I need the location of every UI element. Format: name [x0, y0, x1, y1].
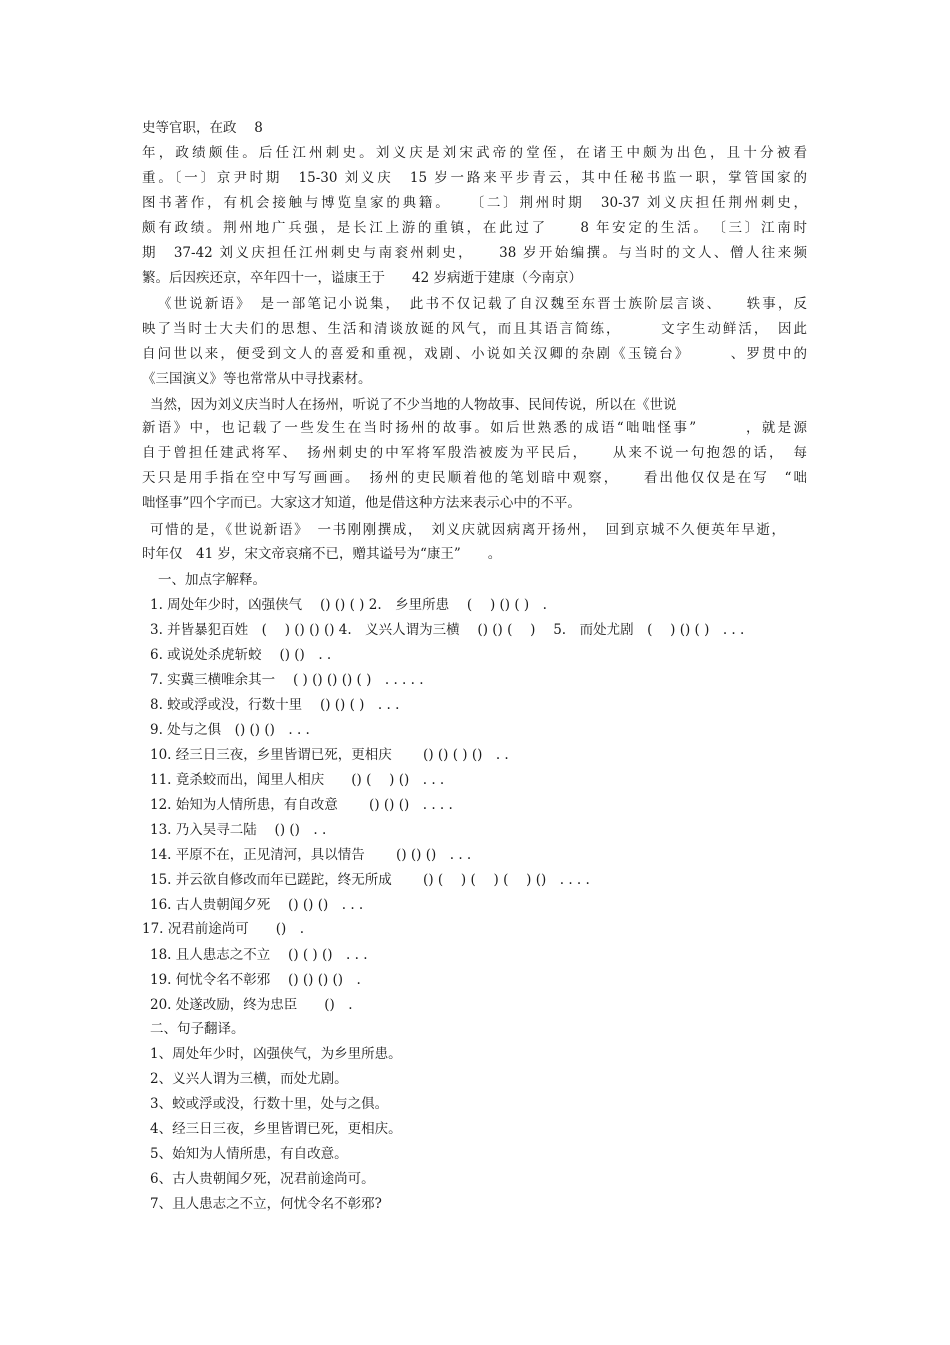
section2-title: 二、句子翻译。 — [150, 1021, 245, 1037]
translation-item: 2、义兴人谓为三横，而处尤剧。 — [150, 1071, 348, 1087]
question-item: 9. 处与之俱 () () () . . . — [150, 722, 310, 738]
para3-line: 可惜的是，《世说新语》 一书刚刚撰成， 刘义庆就因病离开扬州， 回到京城不久便英年早逝， — [150, 522, 785, 538]
section1-title: 一、加点字解释。 — [158, 572, 266, 588]
question-item: 20. 处遂改励，终为忠臣 () . — [150, 997, 353, 1013]
intro-line: 期 37-42 刘义庆担任江州刺史与南衮州刺史， 38 岁开始编撰。与当时的文人、僧人往来频 — [142, 245, 807, 261]
question-item: 11. 竟杀蛟而出，闻里人相庆 () ( ) () . . . — [150, 772, 445, 788]
para2-line: 天只是用手指在空中写写画画。 扬州的吏民顺着他的笔划暗中观察， 看出他仅仅是在写 “咄 — [142, 470, 807, 486]
translation-item: 1、周处年少时，凶强侠气，为乡里所患。 — [150, 1046, 402, 1062]
intro-line: 颇有政绩。荆州地广兵强，是长江上游的重镇，在此过了 8 年安定的生活。 〔三〕江南时 — [142, 220, 807, 236]
para2-line: 新语》中，也记载了一些发生在当时扬州的故事。如后世熟悉的成语“咄咄怪事” ，就是源 — [142, 420, 807, 436]
translation-item: 7、且人患志之不立，何忧令名不彰邪? — [150, 1196, 382, 1212]
question-item: 12. 始知为人情所患，有自改意 () () () . . . . — [150, 797, 453, 813]
para1-line: 《世说新语》 是一部笔记小说集， 此书不仅记载了自汉魏至东晋士族阶层言谈、 轶事，反 — [158, 296, 807, 312]
intro-line: 图书著作，有机会接触与博览皇家的典籍。 〔二〕荆州时期 30-37 刘义庆担任荆州刺史， — [142, 195, 807, 211]
question-item: 19. 何忧令名不彰邪 () () () () . — [150, 972, 361, 988]
translation-item: 6、古人贵朝闻夕死，况君前途尚可。 — [150, 1171, 375, 1187]
intro-line: 重。〔一〕京尹时期 15-30 刘义庆 15 岁一路来平步青云，其中任秘书监一职，掌管国家的 — [142, 170, 807, 186]
translation-item: 3、蛟或浮或没，行数十里，处与之俱。 — [150, 1096, 389, 1112]
translation-item: 4、经三日三夜，乡里皆谓已死，更相庆。 — [150, 1121, 402, 1137]
question-item: 15. 并云欲自修改而年已蹉跎，终无所成 () ( ) ( ) ( ) () . . . . — [150, 872, 590, 888]
question-item: 18. 且人患志之不立 () ( ) () . . . — [150, 947, 368, 963]
question-item: 16. 古人贵朝闻夕死 () () () . . . — [150, 897, 364, 913]
intro-line: 繁。后因疾还京，卒年四十一，谥康王于 42 岁病逝于建康（今南京） — [142, 270, 582, 286]
intro-line: 年，政绩颇佳。后任江州刺史。刘义庆是刘宋武帝的堂侄，在诸王中颇为出色，且十分被看 — [142, 145, 807, 161]
question-item: 10. 经三日三夜，乡里皆谓已死，更相庆 () () ( ) () . . — [150, 747, 509, 763]
para3-line: 时年仅 41 岁，宋文帝哀痛不已，赠其谥号为“康王” 。 — [142, 546, 502, 562]
intro-line: 史等官职，在政 8 — [142, 120, 263, 136]
question-item: 13. 乃入吴寻二陆 () () . . — [150, 822, 327, 838]
question-item: 7. 实冀三横唯余其一 ( ) () () () ( ) . . . . . — [150, 672, 424, 688]
question-item: 3. 并皆暴犯百姓 ( ) () () () 4. 义兴人谓为三横 () () ( ) 5. 而处尤剧 ( ) () ( ) . . . — [150, 622, 745, 638]
translation-item: 5、始知为人情所患，有自改意。 — [150, 1146, 348, 1162]
para1-line: 自问世以来，便受到文人的喜爱和重视，戏剧、小说如关汉卿的杂剧《玉镜台》 、罗贯中的 — [142, 346, 807, 362]
question-item: 8. 蛟或浮或没，行数十里 () () ( ) . . . — [150, 697, 400, 713]
question-item: 14. 平原不在，正见清河，具以情告 () () () . . . — [150, 847, 472, 863]
para1-line: 映了当时士大夫们的思想、生活和清谈放诞的风气，而且其语言简练， 文字生动鲜活， 因此 — [142, 321, 807, 337]
question-item: 1. 周处年少时，凶强侠气 () () ( ) 2. 乡里所患 ( ) () ( ) . — [150, 597, 547, 613]
para2-line: 自于曾担任建武将军、 扬州刺史的中军将军殷浩被废为平民后， 从来不说一句抱怨的话， 每 — [142, 445, 807, 461]
question-item: 17. 况君前途尚可 () . — [142, 921, 305, 937]
para1-line: 《三国演义》等也常常从中寻找素材。 — [142, 371, 372, 387]
question-item: 6. 或说处杀虎斩蛟 () () . . — [150, 647, 332, 663]
para2-line: 咄怪事”四个字而已。大家这才知道，他是借这种方法来表示心中的不平。 — [142, 495, 581, 511]
para2-line: 当然，因为刘义庆当时人在扬州，听说了不少当地的人物故事、民间传说，所以在《世说 — [150, 397, 677, 413]
